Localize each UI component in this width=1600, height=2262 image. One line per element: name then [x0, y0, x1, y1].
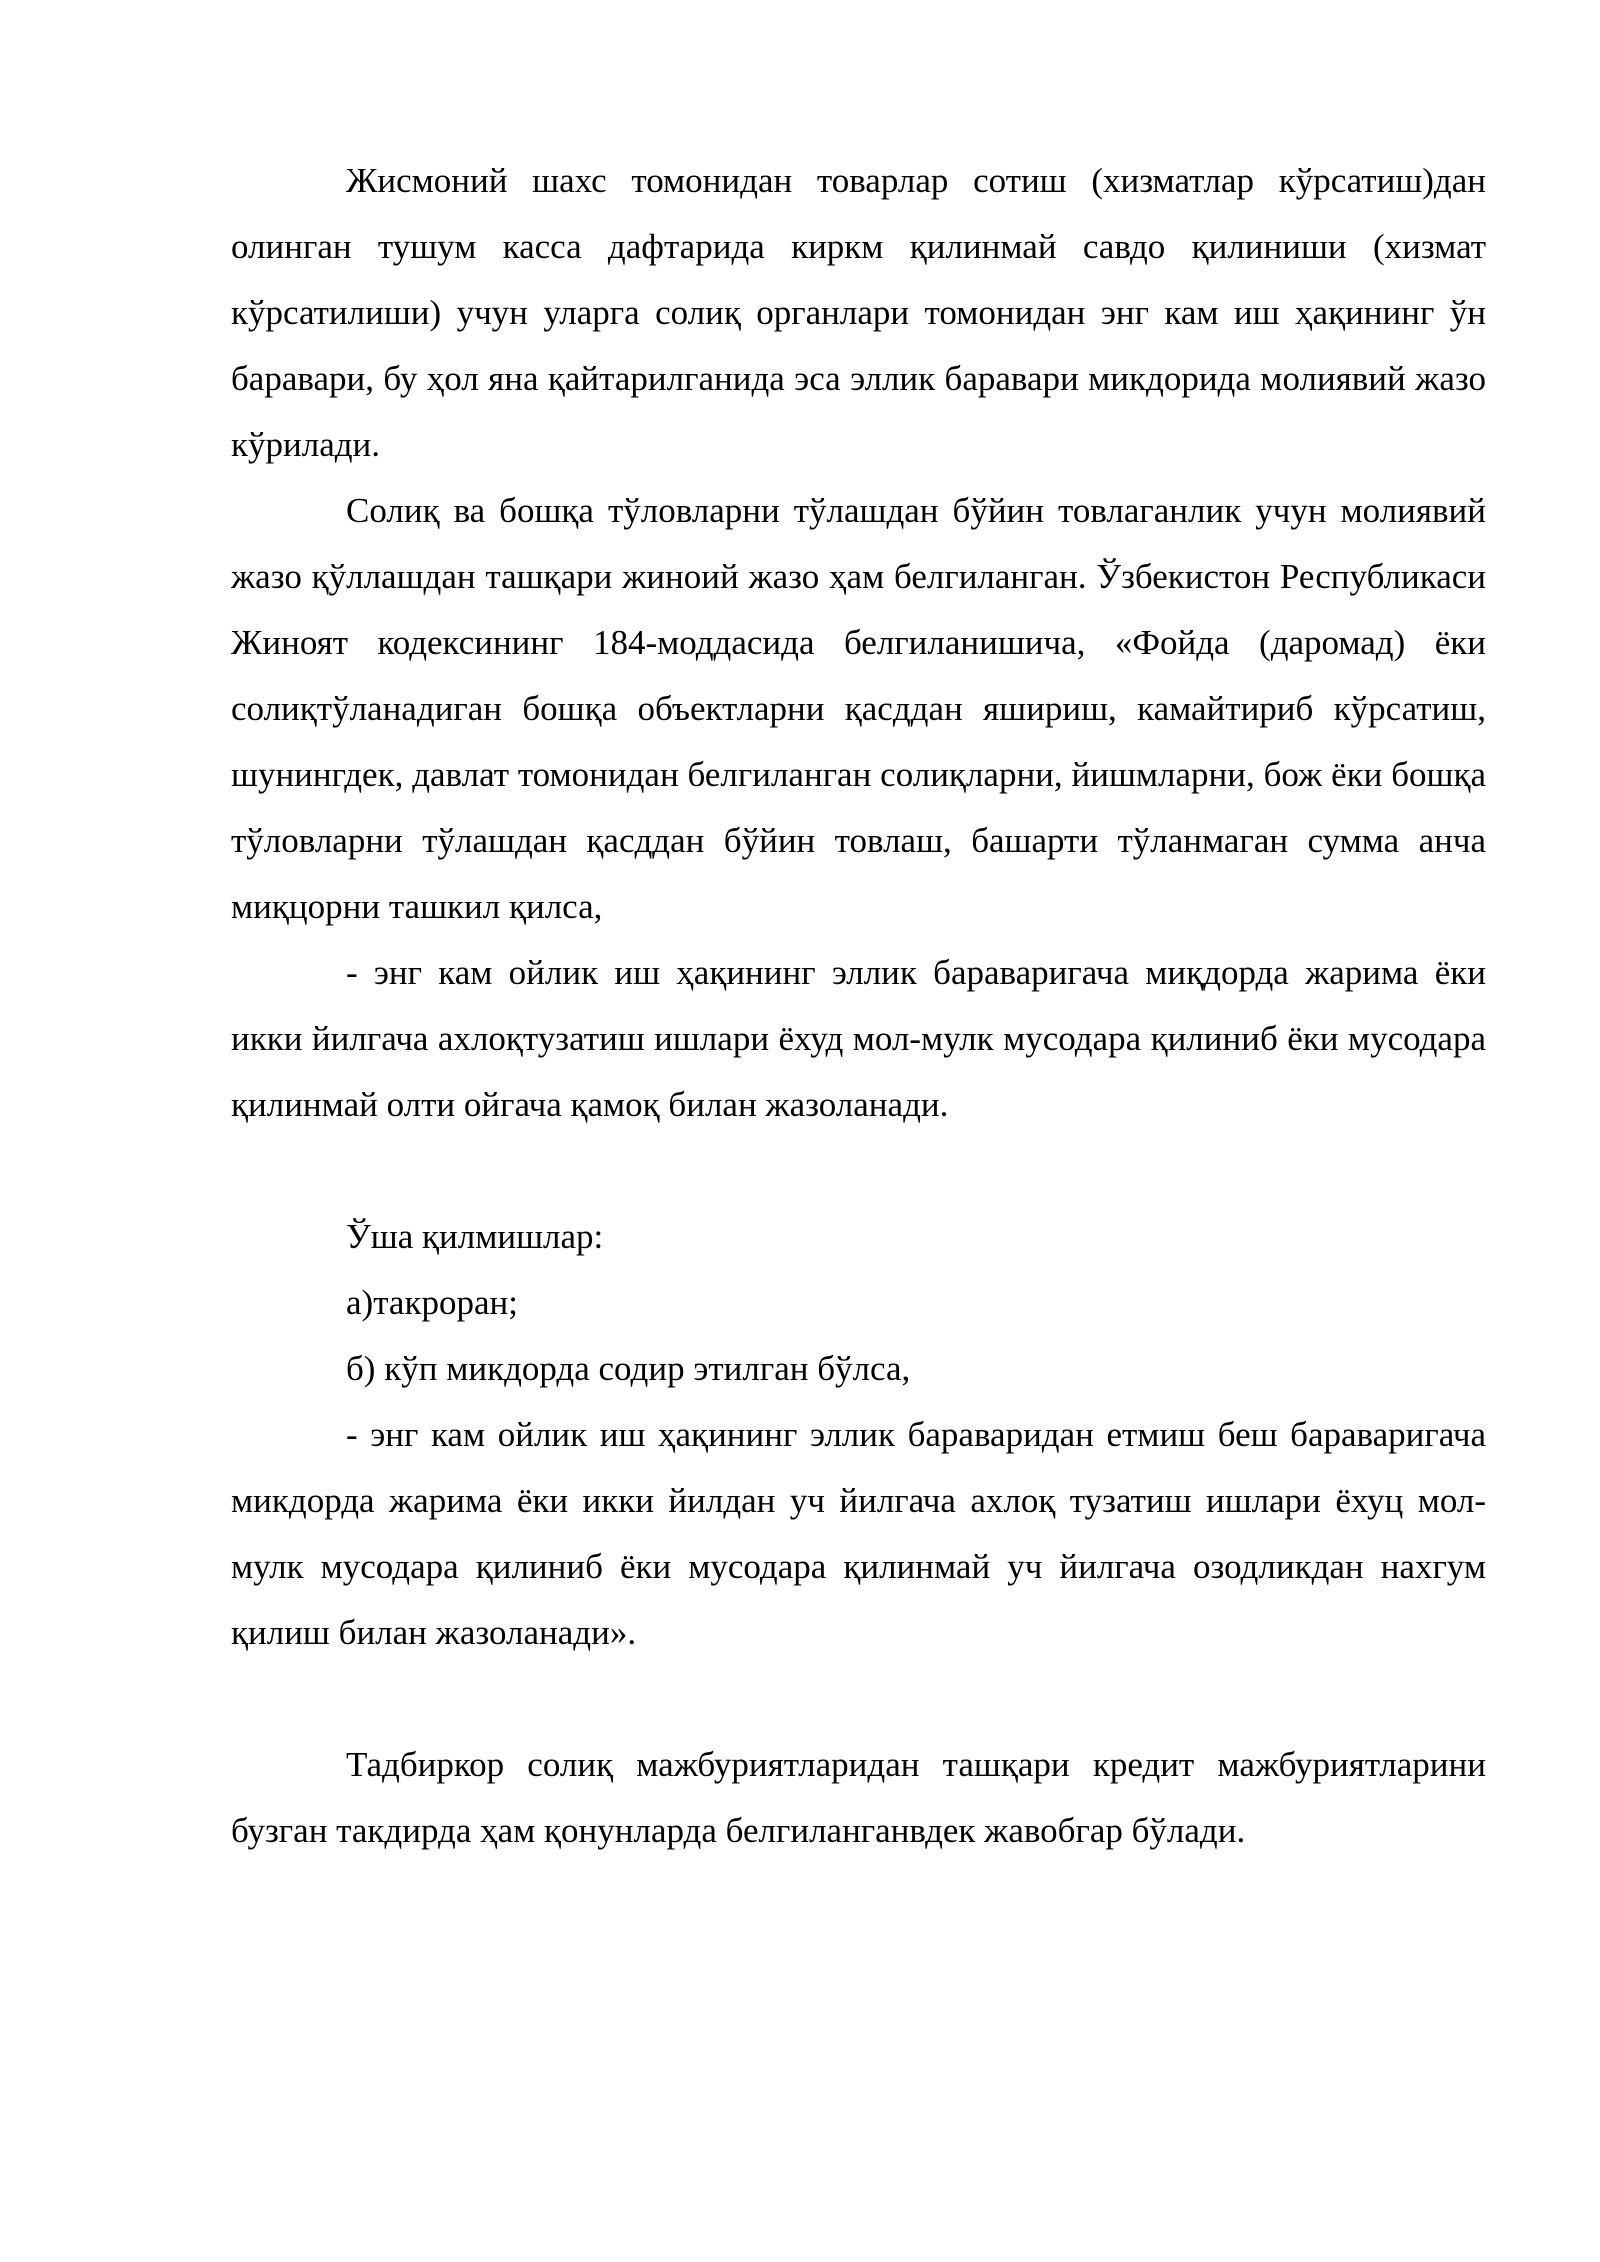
paragraph-physical-person-penalty: Жисмоний шахс томонидан товарлар сотиш (хизматлар кўрсатиш)дан олинган тушум касса дафтарида киркм қилинмай савдо қилиниши (хизмат кўрсатилиши) учун уларга солиқ органлари томонидан энг кам иш ҳақининг ўн баравари, бу ҳол яна қайтарилганида эса эллик баравари микдорида молиявий жазо кўрилади. — [231, 161, 1486, 464]
list-heading: Ўша қилмишлар: — [346, 1217, 604, 1256]
blank-line — [231, 1138, 1486, 1204]
list-item-b: б) кўп микдорда содир этилган бўлса, — [346, 1349, 911, 1388]
paragraph-punishment-first: - энг кам ойлик иш ҳақининг эллик бараваригача миқдорда жарима ёки икки йилгача ахлоқтузатиш ишлари ёхуд мол-мулк мусодара қилиниб ёки мусодара қилинмай олти ойгача қамоқ билан жазоланади. — [231, 953, 1486, 1124]
blank-line — [231, 1666, 1486, 1732]
paragraph-criminal-liability: Солиқ ва бошқа тўловларни тўлашдан бўйин товлаганлик учун молиявий жазо қўллашдан ташқари жиноий жазо ҳам белгиланган. Ўзбекистон Республикаси Жиноят кодексининг 184-моддасида белгиланишича, «Фойда (даромад) ёки солиқтўланадиган бошқа объектларни қасддан яшириш, камайтириб кўрсатиш, шунингдек, давлат томонидан белгиланган солиқларни, йишмларни, бож ёки бошқа тўловларни тўлашдан қасддан бўйин товлаш, башарти тўланмаган сумма анча миқцорни ташкил қилса, — [231, 491, 1486, 926]
document-page — [231, 148, 1486, 1864]
paragraph-punishment-second: - энг кам ойлик иш ҳақининг эллик бараваридан етмиш беш бараваригача микдорда жарима ёки икки йилдан уч йилгача ахлоқ тузатиш ишлари ёхуц мол-мулк мусодара қилиниб ёки мусодара қилинмай уч йилгача озодликдан нахгум қилиш билан жазоланади». — [231, 1415, 1486, 1652]
list-item-a: а)такроран; — [346, 1283, 518, 1322]
paragraph-credit-obligations: Тадбиркор солиқ мажбуриятларидан ташқари кредит мажбуриятларини бузган такдирда ҳам қонунларда белгиланганвдек жавобгар бўлади. — [231, 1745, 1486, 1850]
